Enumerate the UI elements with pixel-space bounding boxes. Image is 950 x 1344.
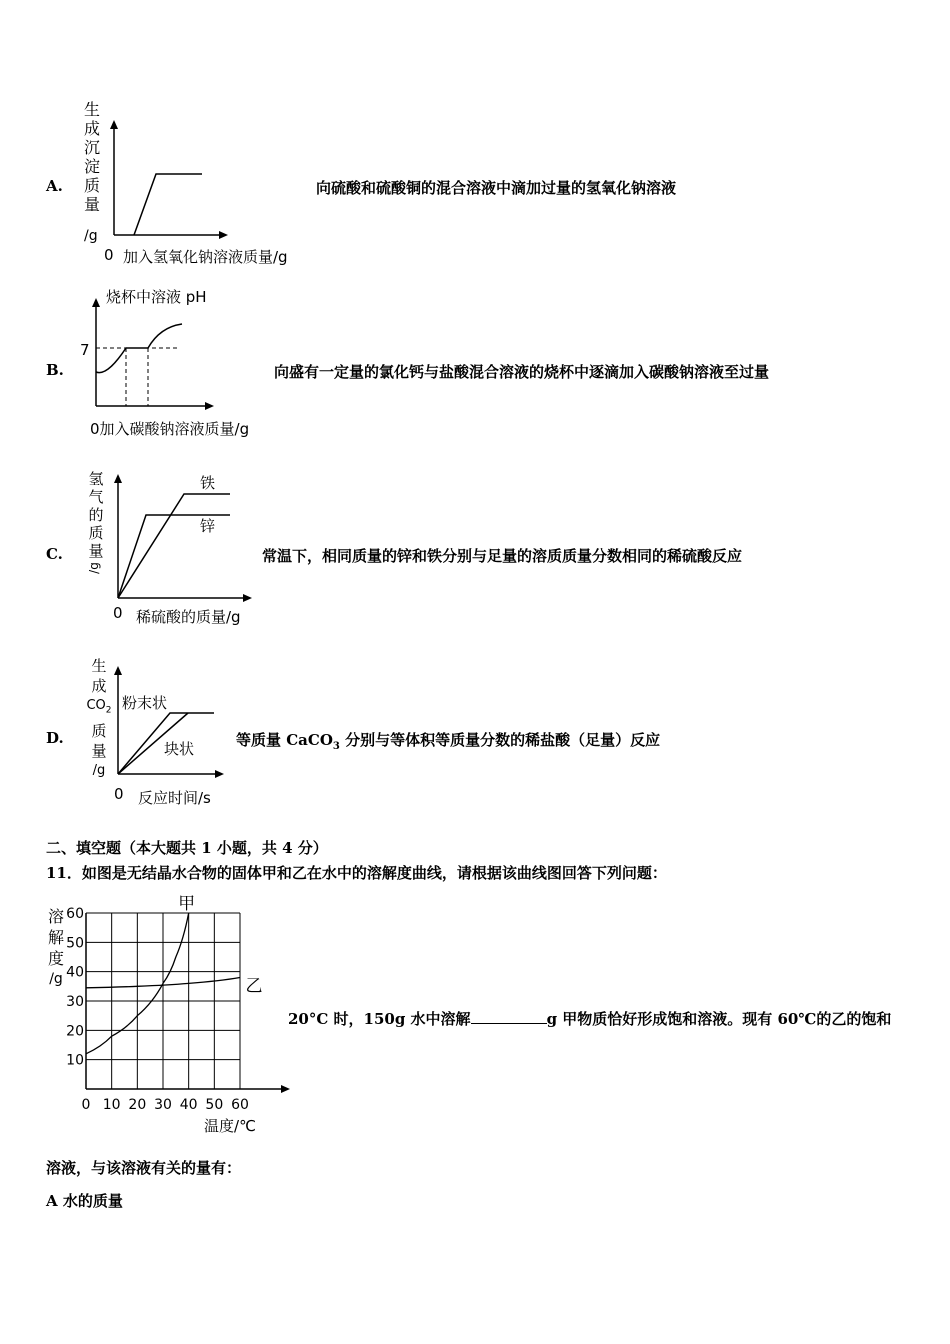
- y-tick-label: 30: [66, 994, 84, 1010]
- y-label-char: 沉: [83, 138, 100, 157]
- y-tick-label: 20: [66, 1023, 84, 1040]
- option-b-tick-7: 7: [80, 341, 90, 359]
- x-tick-label: 20: [128, 1097, 147, 1113]
- y-label-char: 成: [91, 677, 107, 695]
- y-label-co2: CO: [86, 698, 106, 713]
- x-tick-label: 10: [102, 1097, 121, 1113]
- line1-pre: 20°C 时，150g 水中溶解: [288, 1010, 471, 1028]
- option-b-x-axis-label: 0加入碳酸钠溶液质量/g: [90, 420, 250, 438]
- option-b-graph: [88, 296, 218, 414]
- series-label-yi: 乙: [245, 976, 263, 997]
- series-label-jia: 甲: [178, 895, 196, 914]
- x-axis-arrow: [281, 1085, 290, 1093]
- solubility-chart: [60, 895, 290, 1140]
- y-label-char: 量: [91, 741, 107, 760]
- option-b-description: 向盛有一定量的氯化钙与盐酸混合溶液的烧杯中逐滴加入碳酸钠溶液至过量: [274, 363, 770, 381]
- question-11-line-2: 溶液，与该溶液有关的量有：: [46, 1159, 242, 1177]
- y-label-char: 生: [83, 100, 100, 119]
- option-d-series-block: 块状: [164, 740, 195, 758]
- option-a-x-axis-label: 加入氢氧化钠溶液质量/g: [123, 248, 288, 266]
- option-d-series-powder: 粉末状: [122, 694, 168, 712]
- option-c-series-iron: 铁: [200, 474, 216, 492]
- y-label-char: 的: [88, 506, 104, 524]
- section-heading: 二、填空题（本大题共 1 小题，共 4 分）: [46, 839, 328, 857]
- y-tick-label: 40: [66, 964, 84, 981]
- x-tick-label: 40: [179, 1097, 198, 1113]
- y-label-char: 氢: [88, 470, 104, 488]
- option-c-y-unit: /g: [86, 562, 101, 574]
- desc-sub: 3: [332, 741, 340, 752]
- y-label-char: 生: [91, 657, 107, 675]
- option-c-graph: [106, 472, 256, 604]
- desc-part: 等质量 CaCO: [236, 731, 333, 749]
- option-b-y-axis-label: 烧杯中溶液 pH: [106, 288, 207, 306]
- y-label-char: 度: [47, 949, 64, 968]
- question-11-option-a: A 水的质量: [46, 1192, 123, 1210]
- x-axis-label: 温度/℃: [204, 1117, 256, 1135]
- y-label-char: 溶: [47, 907, 64, 926]
- option-c-origin: 0: [113, 604, 123, 622]
- option-a-y-unit: /g: [84, 228, 98, 244]
- x-tick-label: 30: [154, 1097, 172, 1113]
- y-label-char: 气: [88, 488, 104, 506]
- y-label-char: 质: [83, 176, 100, 195]
- option-d-description: [236, 729, 660, 752]
- option-a-letter: A.: [46, 177, 63, 195]
- option-a-description: 向硫酸和硫酸铜的混合溶液中滴加过量的氢氧化钠溶液: [316, 179, 677, 197]
- question-11-line-1: [288, 1008, 891, 1029]
- y-label-co2-sub: 2: [105, 705, 112, 716]
- option-d-y-unit: /g: [92, 762, 106, 778]
- option-a-graph: [100, 118, 230, 243]
- y-label-char: 量: [83, 195, 100, 214]
- option-a-origin: 0: [104, 246, 114, 264]
- y-label-char: 质: [88, 524, 104, 542]
- y-label-char: /g: [49, 971, 63, 987]
- y-label-char: 量: [88, 542, 104, 560]
- y-tick-label: 60: [66, 906, 84, 922]
- option-c-series-zinc: 锌: [200, 517, 216, 535]
- option-c-x-axis-label: 稀硫酸的质量/g: [136, 608, 241, 626]
- option-a-y-axis-label: [82, 100, 102, 214]
- option-b-letter: B.: [46, 361, 64, 379]
- y-label-char: 解: [47, 928, 64, 947]
- option-d-graph: [110, 664, 228, 780]
- x-tick-label: 60: [231, 1097, 249, 1113]
- y-label-char: 成: [83, 119, 100, 138]
- option-d-origin: 0: [114, 785, 124, 803]
- question-11: 11．如图是无结晶水合物的固体甲和乙在水中的溶解度曲线，请根据该曲线图回答下列问题：: [46, 864, 667, 882]
- x-tick-label: 0: [81, 1097, 91, 1113]
- option-a-curve: [134, 174, 202, 235]
- y-label-char: 质: [91, 721, 107, 740]
- x-tick-label: 50: [205, 1097, 224, 1113]
- option-d-x-axis-label: 反应时间/s: [138, 789, 211, 807]
- desc-part: 分别与等体积等质量分数的稀盐酸（足量）反应: [339, 731, 661, 749]
- option-c-letter: C.: [46, 545, 63, 563]
- line1-post: g 甲物质恰好形成饱和溶液。现有 60℃的乙的饱和: [546, 1010, 892, 1028]
- y-label-char: 淀: [83, 157, 100, 176]
- y-tick-label: 50: [66, 935, 84, 952]
- option-c-y-axis-label: [86, 470, 106, 560]
- y-tick-label: 10: [66, 1052, 84, 1069]
- option-c-description: 常温下，相同质量的锌和铁分别与足量的溶质质量分数相同的稀硫酸反应: [262, 547, 743, 565]
- answer-blank[interactable]: [471, 1009, 547, 1024]
- option-d-letter: D.: [46, 729, 64, 747]
